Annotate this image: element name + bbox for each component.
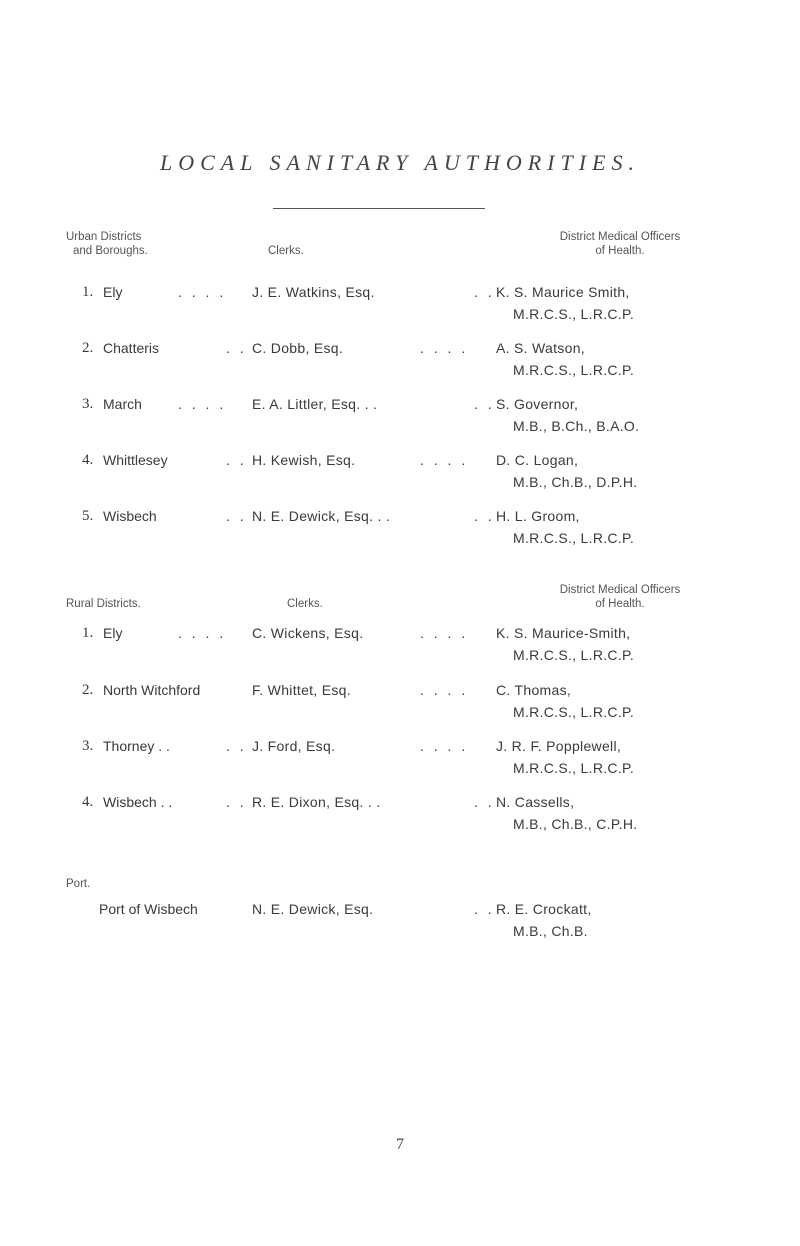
officer-qualifications: M.B., B.Ch., B.A.O. bbox=[513, 418, 640, 434]
clerk-name: E. A. Littler, Esq. . . bbox=[252, 396, 378, 412]
leader-dots: . . bbox=[474, 508, 495, 524]
clerk-name: C. Wickens, Esq. bbox=[252, 625, 364, 641]
row-number: 2. bbox=[82, 340, 94, 356]
title-rule bbox=[273, 208, 485, 209]
district-name: March bbox=[103, 396, 142, 412]
urban-header-districts-line1: Urban Districts bbox=[66, 231, 142, 243]
rural-header-officers bbox=[520, 583, 720, 611]
urban-header-officers bbox=[520, 230, 720, 258]
clerk-name: J. Ford, Esq. bbox=[252, 738, 336, 754]
officer-qualifications: M.B., Ch.B., C.P.H. bbox=[513, 816, 638, 832]
officer-qualifications: M.B., Ch.B. bbox=[513, 923, 588, 939]
urban-header-officers-line1: District Medical Officers bbox=[559, 231, 681, 243]
district-name: Chatteris bbox=[103, 340, 160, 356]
officer-name: H. L. Groom, bbox=[496, 508, 580, 524]
page-number: 7 bbox=[396, 1136, 404, 1153]
rural-row bbox=[0, 682, 800, 730]
urban-header-clerks: Clerks. bbox=[268, 245, 304, 257]
clerk-name: N. E. Dewick, Esq. . . bbox=[252, 508, 391, 524]
urban-row bbox=[0, 284, 800, 332]
officer-name: J. R. F. Popplewell, bbox=[496, 738, 622, 754]
urban-row bbox=[0, 340, 800, 388]
leader-dots: . . bbox=[474, 901, 495, 917]
leader-dots: . . bbox=[226, 340, 247, 356]
urban-header-officers-line2: of Health. bbox=[595, 245, 645, 257]
leader-dots: . . bbox=[474, 284, 495, 300]
rural-header-districts: Rural Districts. bbox=[66, 598, 141, 610]
rural-header-officers-line2: of Health. bbox=[595, 598, 645, 610]
leader-dots: . . . . bbox=[420, 452, 469, 468]
urban-row bbox=[0, 452, 800, 500]
officer-qualifications: M.R.C.S., L.R.C.P. bbox=[513, 362, 635, 378]
leader-dots: . . . . bbox=[178, 625, 227, 641]
leader-dots: . . . . bbox=[420, 625, 469, 641]
clerk-name: N. E. Dewick, Esq. bbox=[252, 901, 374, 917]
page-title: LOCAL SANITARY AUTHORITIES. bbox=[159, 150, 641, 175]
officer-name: S. Governor, bbox=[496, 396, 579, 412]
clerk-name: F. Whittet, Esq. bbox=[252, 682, 351, 698]
leader-dots: . . . . bbox=[420, 340, 469, 356]
district-name: Wisbech . . bbox=[103, 794, 173, 810]
officer-qualifications: M.B., Ch.B., D.P.H. bbox=[513, 474, 638, 490]
officer-name: N. Cassells, bbox=[496, 794, 575, 810]
rural-row bbox=[0, 738, 800, 786]
officer-name: D. C. Logan, bbox=[496, 452, 579, 468]
leader-dots: . . . . bbox=[420, 682, 469, 698]
officer-name: R. E. Crockatt, bbox=[496, 901, 592, 917]
officer-qualifications: M.R.C.S., L.R.C.P. bbox=[513, 760, 635, 776]
urban-row bbox=[0, 396, 800, 444]
officer-qualifications: M.R.C.S., L.R.C.P. bbox=[513, 647, 635, 663]
officer-name: A. S. Watson, bbox=[496, 340, 585, 356]
district-name: Ely bbox=[103, 284, 123, 300]
leader-dots: . . bbox=[226, 794, 247, 810]
officer-name: K. S. Maurice Smith, bbox=[496, 284, 630, 300]
row-number: 3. bbox=[82, 396, 94, 412]
row-number: 4. bbox=[82, 452, 94, 468]
clerk-name: J. E. Watkins, Esq. bbox=[252, 284, 375, 300]
row-number: 4. bbox=[82, 794, 94, 810]
officer-qualifications: M.R.C.S., L.R.C.P. bbox=[513, 704, 635, 720]
district-name: North Witchford bbox=[103, 682, 201, 698]
row-number: 1. bbox=[82, 284, 94, 300]
leader-dots: . . bbox=[226, 508, 247, 524]
row-number: 1. bbox=[82, 625, 94, 641]
district-name: Wisbech bbox=[103, 508, 157, 524]
clerk-name: H. Kewish, Esq. bbox=[252, 452, 356, 468]
row-number: 2. bbox=[82, 682, 94, 698]
urban-header-districts bbox=[66, 230, 148, 258]
clerk-name: C. Dobb, Esq. bbox=[252, 340, 344, 356]
urban-header-districts-line2: and Boroughs. bbox=[73, 245, 148, 257]
leader-dots: . . bbox=[226, 452, 247, 468]
leader-dots: . . . . bbox=[178, 396, 227, 412]
rural-header-clerks: Clerks. bbox=[287, 598, 323, 610]
port-row bbox=[0, 901, 800, 949]
leader-dots: . . bbox=[474, 794, 495, 810]
leader-dots: . . bbox=[226, 738, 247, 754]
clerk-name: R. E. Dixon, Esq. . . bbox=[252, 794, 381, 810]
rural-row bbox=[0, 625, 800, 673]
district-name: Thorney . . bbox=[103, 738, 170, 754]
district-name: Whittlesey bbox=[103, 452, 168, 468]
port-header: Port. bbox=[66, 878, 91, 890]
officer-qualifications: M.R.C.S., L.R.C.P. bbox=[513, 530, 635, 546]
leader-dots: . . . . bbox=[178, 284, 227, 300]
officer-qualifications: M.R.C.S., L.R.C.P. bbox=[513, 306, 635, 322]
rural-row bbox=[0, 794, 800, 842]
district-name: Ely bbox=[103, 625, 123, 641]
officer-name: K. S. Maurice-Smith, bbox=[496, 625, 631, 641]
officer-name: C. Thomas, bbox=[496, 682, 572, 698]
leader-dots: . . . . bbox=[420, 738, 469, 754]
row-number: 5. bbox=[82, 508, 94, 524]
row-number: 3. bbox=[82, 738, 94, 754]
rural-header-officers-line1: District Medical Officers bbox=[559, 584, 681, 596]
leader-dots: . . bbox=[474, 396, 495, 412]
port-name: Port of Wisbech bbox=[99, 901, 198, 917]
urban-row bbox=[0, 508, 800, 556]
